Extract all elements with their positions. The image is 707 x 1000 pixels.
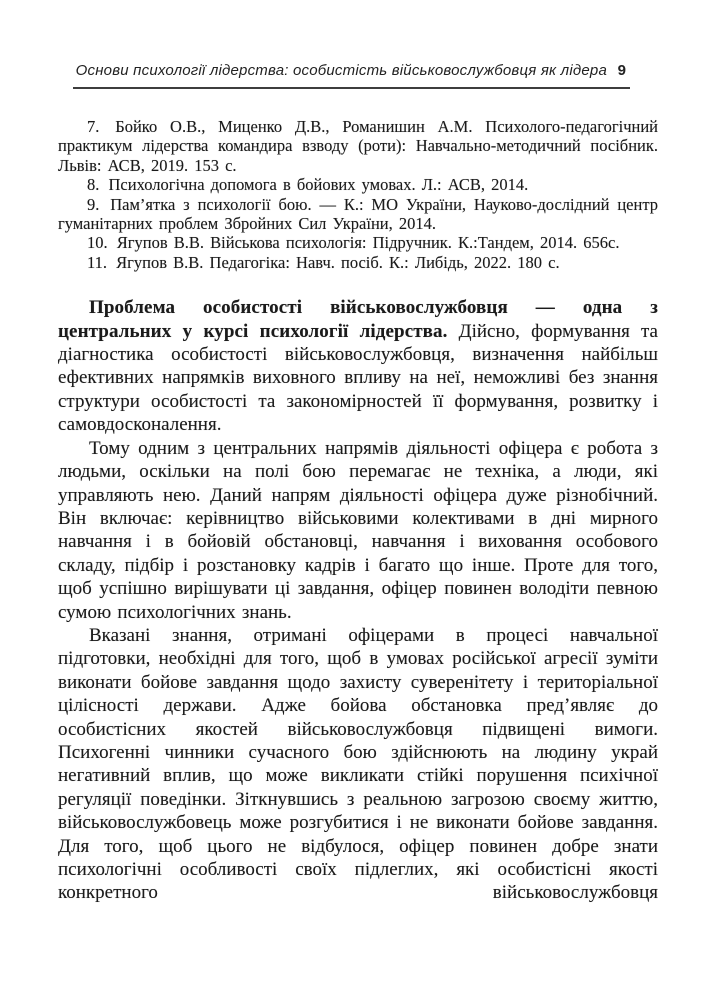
running-header [73,62,630,89]
reference-number: 8. [87,175,100,195]
reference-number: 9. [87,194,100,214]
reference-text: Пам’ятка з психології бою. — К.: МО України, Науково-дослідний центр гуманітарних проблем Збройних Сил України, 2014. [58,194,659,234]
reference-text: Психологічна допомога в бойових умовах. Л.: АСВ, 2014. [108,175,529,195]
paragraph-text: Дійсно, формування та діагностика особистості військовослужбовця, визначення найбільш ефективних напрямків виховного впливу на неї, неможливі без знання структури особистості та закономірностей її формування, розвитку і самовдосконалення. [58,320,658,436]
paragraph [58,296,658,436]
reference-text: Ягупов В.В. Військова психологія: Підручник. К.:Тандем, 2014. 656с. [116,233,620,253]
references-list [58,117,658,272]
reference-item [58,233,658,252]
reference-number: 11. [87,252,108,272]
page-number: 9 [617,62,626,79]
paragraph-text: Тому одним з центральних напрямів діяльності офіцера є робота з людьми, оскільки на полі бою перемагає не техніка, а люди, які управляють нею. Даний напрям діяльності офіцера дуже різнобічний. Він включає: керівництво військовими колективами в дні мирного навчання і в бойовій обстановці, навчання і виховання особового складу, підбір і розстановку кадрів і багато що інше. Проте для того, щоб успішно вирішувати ці завдання, офіцер повинен володіти певною сумою психологічних знань. [58,437,658,623]
body-paragraphs [58,296,658,905]
reference-item [58,253,658,272]
reference-number: 7. [87,117,100,136]
reference-item [58,117,658,175]
reference-item [58,195,658,234]
paragraph-lead-bold: Проблема особистості військовослужбовця — одна з центральних у курсі психології лідерства. [58,297,658,342]
running-header-title: Основи психології лідерства: особистість військовослужбовця як лідера [75,62,607,79]
reference-number: 10. [87,233,108,253]
reference-text: Бойко О.В., Миценко Д.В., Романишин А.М. Психолого-педагогічний практикум лідерства командира взводу (роти): Навчально-методичний посібник. Львів: АСВ, 2019. 153 с. [58,117,658,175]
paragraph-text: Вказані знання, отримані офіцерами в процесі навчальної підготовки, необхідні для того, щоб в умовах російської агресії зуміти виконати бойове завдання щодо захисту суверенітету і територіальної цілісності держави. Адже бойова обстановка пред’являє до особистісних якостей військовослужбовця підвищені вимоги. Психогенні чинники сучасного бою здійснюють на людину украй негативний вплив, що може викликати стійкі порушення психічної регуляції поведінки. Зіткнувшись з реальною загрозою своєму життю, військовослужбовець може розгубитися і не виконати бойове завдання. Для того, щоб цього не відбулося, офіцер повинен добре знати психологічні особливості своїх підлеглих, які особистісні якості конкретного військовослужбовця [58,624,658,904]
reference-text: Ягупов В.В. Педагогіка: Навч. посіб. К.: Либідь, 2022. 180 с. [116,252,560,272]
reference-item [58,175,658,194]
paragraph [58,437,658,624]
paragraph [58,624,658,905]
